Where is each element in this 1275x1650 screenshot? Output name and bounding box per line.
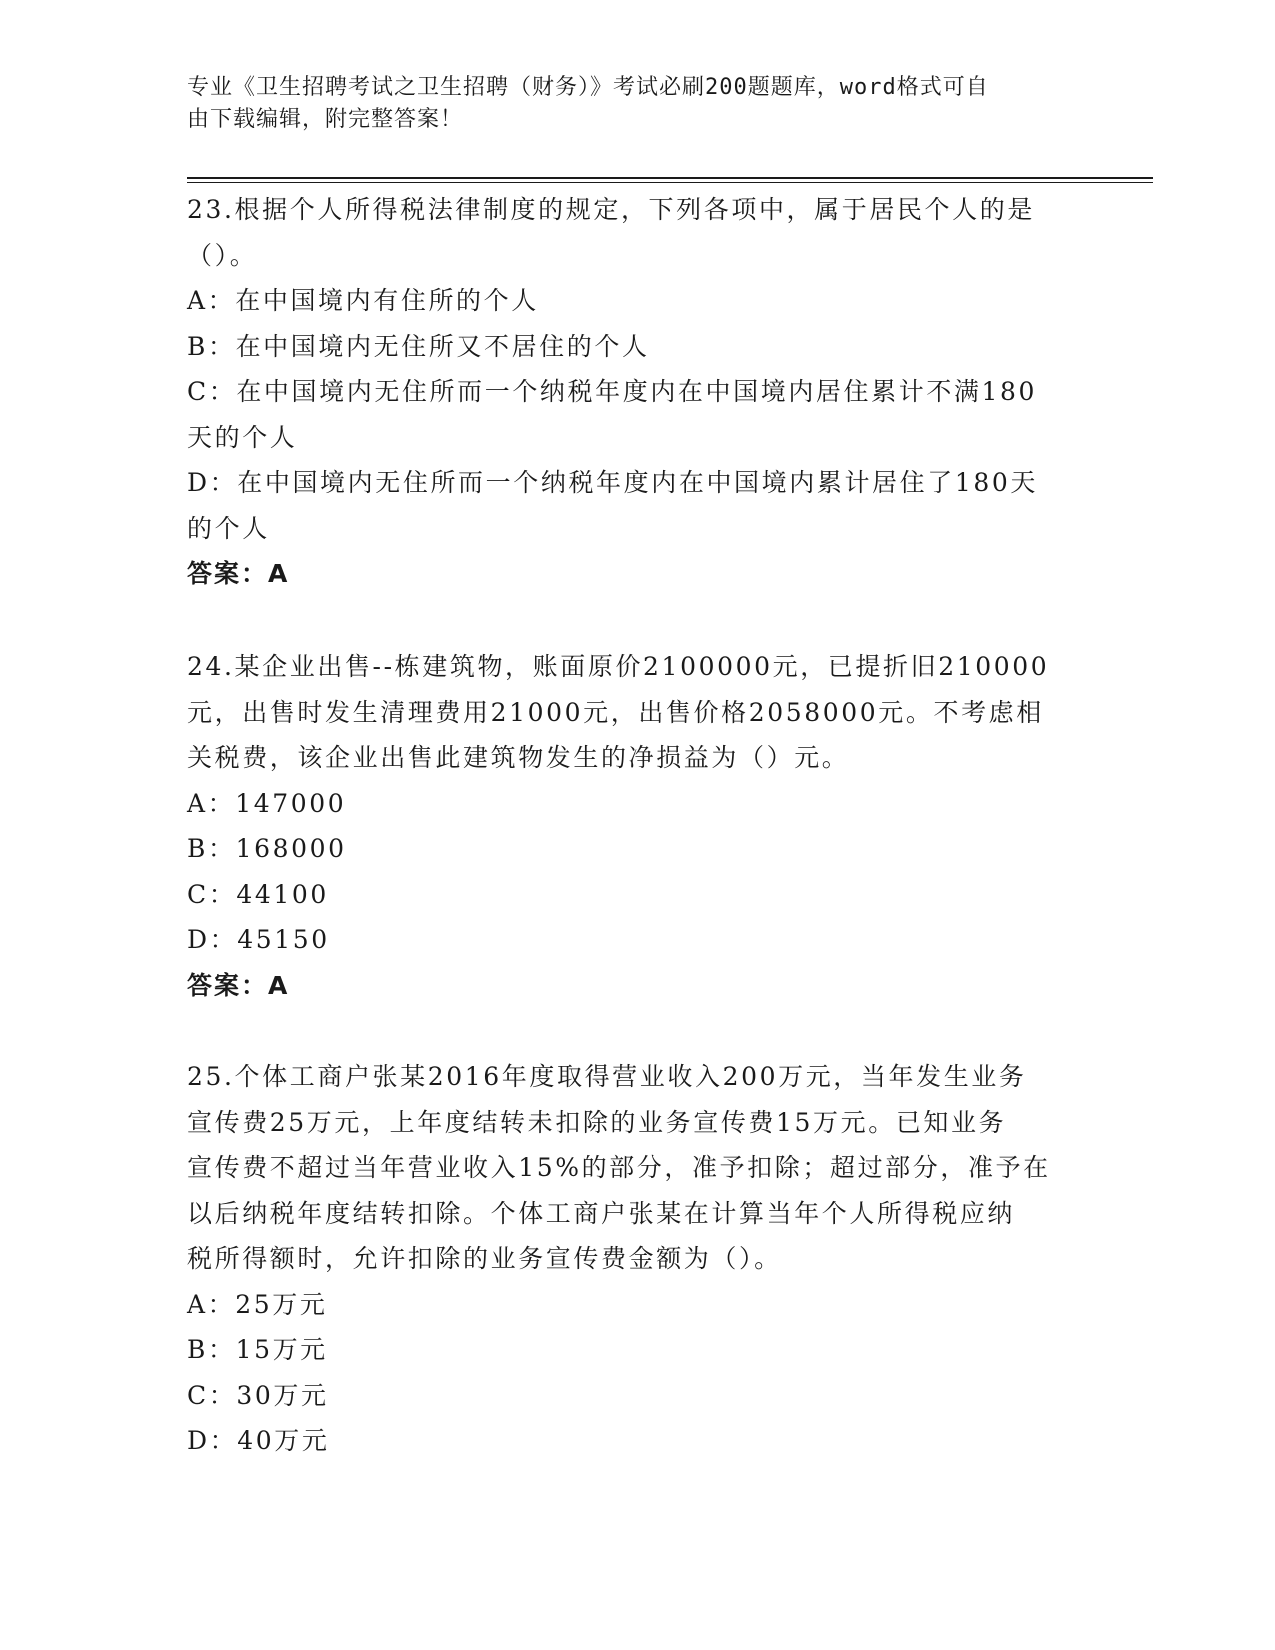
option-d: D：40万元 [187,1426,330,1455]
header-line-2: 由下载编辑，附完整答案！ [187,107,464,132]
option-b: B：168000 [187,834,347,863]
option-a: A：147000 [187,788,347,818]
question-24 [187,644,1087,1008]
question-stem-line: 以后纳税年度结转扣除。个体工商户张某在计算当年个人所得税应纳 [187,1198,1016,1228]
answer-label: 答案：A [187,559,290,588]
question-stem-line: （）。 [187,240,258,270]
option-d: D：45150 [187,925,330,954]
question-23 [187,187,1087,597]
option-c: C：30万元 [187,1380,329,1410]
answer-label: 答案：A [187,970,290,1000]
option-d-continued: 的个人 [187,513,270,543]
option-c: C：44100 [187,879,329,909]
question-25 [187,1054,1087,1464]
document-header [187,72,1067,136]
option-c: C：在中国境内无住所而一个纳税年度内在中国境内居住累计不满180 [187,377,1038,406]
header-divider-thick [187,177,1153,179]
option-a: A：25万元 [187,1289,328,1319]
option-a: A：在中国境内有住所的个人 [187,286,539,315]
question-stem-line: 25.个体工商户张某2016年度取得营业收入200万元，当年发生业务 [187,1062,1027,1091]
option-d: D：在中国境内无住所而一个纳税年度内在中国境内累计居住了180天 [187,468,1038,497]
question-stem-line: 宣传费不超过当年营业收入15%的部分，准予扣除；超过部分，准予在 [187,1153,1051,1182]
question-stem-line: 24.某企业出售--栋建筑物，账面原价2100000元，已提折旧210000 [187,652,1050,681]
question-stem-line: 关税费，该企业出售此建筑物发生的净损益为（）元。 [187,743,850,772]
option-b: B：15万元 [187,1335,328,1364]
header-divider-thin [187,182,1153,183]
question-stem-line: 23.根据个人所得税法律制度的规定，下列各项中，属于居民个人的是 [187,195,1035,224]
question-stem-line: 税所得额时，允许扣除的业务宣传费金额为（）。 [187,1244,782,1273]
question-stem-line: 宣传费25万元，上年度结转未扣除的业务宣传费15万元。已知业务 [187,1107,1007,1137]
header-line-1: 专业《卫生招聘考试之卫生招聘（财务）》考试必刷200题题库，word格式可自 [187,75,989,100]
question-stem-line: 元，出售时发生清理费用21000元，出售价格2058000元。不考虑相 [187,697,1044,727]
option-c-continued: 天的个人 [187,422,298,452]
option-b: B：在中国境内无住所又不居住的个人 [187,331,650,361]
